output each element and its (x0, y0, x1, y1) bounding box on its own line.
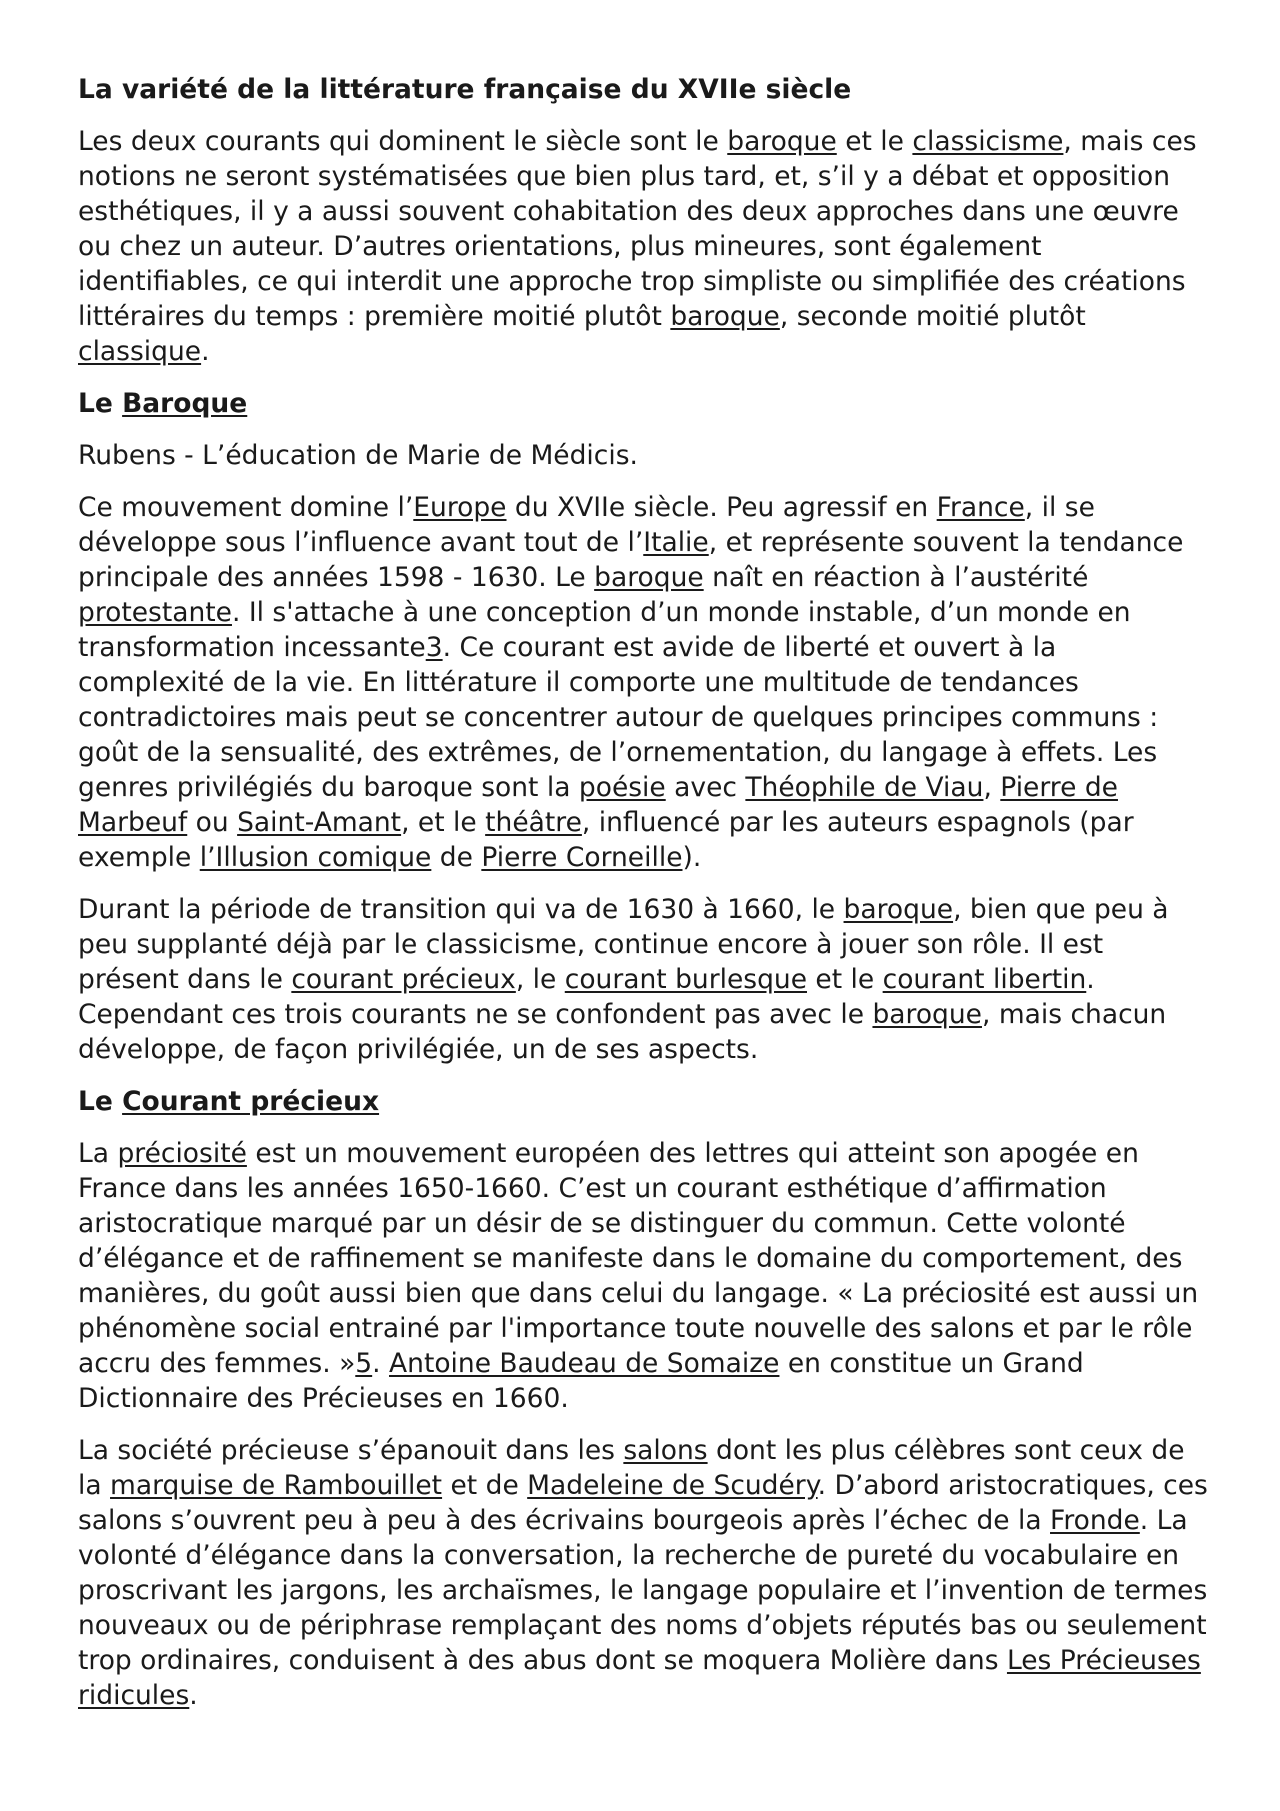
text: . (189, 1680, 198, 1711)
link-antoine-baudeau-de-somaize[interactable]: Antoine Baudeau de Somaize (389, 1348, 780, 1379)
baroque-paragraph-2 (78, 892, 1210, 1067)
text: et de (442, 1470, 528, 1501)
footnote-link-3[interactable]: 3 (425, 632, 443, 663)
text: La (78, 1138, 118, 1169)
link-fronde[interactable]: Fronde (1050, 1505, 1140, 1536)
document-title: La variété de la littérature française du XVIIe siècle (78, 74, 852, 105)
precieux-paragraph-1 (78, 1136, 1210, 1416)
text: , le (515, 964, 565, 995)
link-classicisme[interactable]: classicisme (912, 126, 1064, 157)
link-baroque[interactable]: baroque (727, 126, 837, 157)
text: La société précieuse s’épanouit dans les (78, 1435, 624, 1466)
baroque-paragraph-1 (78, 490, 1210, 875)
text: et le (836, 126, 913, 157)
text: , mais ces notions ne seront systématisées que bien plus tard, et, s’il y a débat et opposition esthétiques, il y a aussi souvent cohabitation des deux approches dans une œuvre ou chez un auteur. D’autres orientations, plus mineures, sont également identifiables, ce qui interdit une approche trop simpliste ou simplifiée des créations littéraires du temps : première moitié plutôt (78, 126, 1197, 332)
link-courant-libertin[interactable]: courant libertin (882, 964, 1087, 995)
link-protestante[interactable]: protestante (78, 597, 232, 628)
image-caption: Rubens - L’éducation de Marie de Médicis. (78, 440, 638, 471)
link-theatre[interactable]: théâtre (485, 807, 582, 838)
footnote-link-5[interactable]: 5 (355, 1348, 373, 1379)
text: , mais chacun développe, de façon privilégiée, un de ses aspects. (78, 999, 1167, 1065)
link-pierre-corneille[interactable]: Pierre Corneille (481, 842, 683, 873)
link-france[interactable]: France (936, 492, 1025, 523)
link-illusion-comique[interactable]: l’Illusion comique (199, 842, 432, 873)
link-baroque[interactable]: baroque (843, 894, 954, 925)
precieux-paragraph-2 (78, 1433, 1210, 1713)
intro-paragraph (78, 124, 1210, 369)
link-saint-amant[interactable]: Saint-Amant (237, 807, 402, 838)
heading-prefix: Le (78, 1086, 123, 1117)
text: Ce mouvement domine l’ (78, 492, 414, 523)
link-classique[interactable]: classique (78, 336, 202, 367)
text: . D’abord aristocratiques, ces salons s’ouvrent peu à peu à des écrivains bourgeois après l’échec de la (78, 1470, 1208, 1536)
text: Durant la période de transition qui va de 1630 à 1660, le (78, 894, 844, 925)
text: . La volonté d’élégance dans la conversation, la recherche de pureté du vocabulaire en proscrivant les jargons, les archaïsmes, le langage populaire et l’invention de termes nouveaux ou de périphrase remplaçant des noms d’objets réputés bas ou seulement trop ordinaires, conduisent à des abus dont se moquera Molière dans (78, 1505, 1208, 1676)
link-italie[interactable]: Italie (643, 527, 709, 558)
link-baroque-heading[interactable]: Baroque (122, 388, 248, 419)
text: , bien que peu à peu supplanté déjà par le classicisme, continue encore à jouer son rôle. Il est présent dans le (78, 894, 1169, 995)
link-courant-precieux-heading[interactable]: Courant précieux (122, 1086, 380, 1117)
text: est un mouvement européen des lettres qui atteint son apogée en France dans les années 1650-1660. C’est un courant esthétique d’affirmation aristocratique marqué par un désir de se distinguer du commun. Cette volonté d’élégance et de raffinement se manifeste dans le domaine du comportement, des manières, du goût aussi bien que dans celui du langage. « La préciosité est aussi un phénomène social entrainé par l'importance toute nouvelle des salons et par le rôle accru des femmes. » (78, 1138, 1199, 1379)
text: avec (665, 772, 746, 803)
link-baroque[interactable]: baroque (670, 301, 780, 332)
text: et le (807, 964, 883, 995)
text: dont les plus célèbres sont ceux de la (78, 1435, 1185, 1501)
text: de (431, 842, 482, 873)
text: , il se développe sous l’influence avant tout de l’ (78, 492, 1095, 558)
text: ou (187, 807, 238, 838)
text: , (983, 772, 1001, 803)
text: du XVIIe siècle. Peu agressif en (506, 492, 937, 523)
link-preciosite[interactable]: préciosité (117, 1138, 247, 1169)
link-poesie[interactable]: poésie (578, 772, 666, 803)
text: , et le (401, 807, 486, 838)
text: . Ce courant est avide de liberté et ouvert à la complexité de la vie. En littérature il comporte une multitude de tendances contradictoires mais peut se concentrer autour de quelques principes communs : goût de la sensualité, des extrêmes, de l’ornementation, du langage à effets. Les genres privilégiés du baroque sont la (78, 632, 1159, 803)
link-pierre-de-marbeuf[interactable]: Pierre de Marbeuf (78, 772, 1118, 838)
link-baroque[interactable]: baroque (594, 562, 704, 593)
link-madeleine-de-scudery[interactable]: Madeleine de Scudéry (527, 1470, 818, 1501)
link-salons[interactable]: salons (623, 1435, 708, 1466)
section-heading-precieux (78, 1084, 1210, 1119)
link-precieuses-ridicules[interactable]: Les Précieuses ridicules (78, 1645, 1201, 1711)
text: Les deux courants qui dominent le siècle sont le (78, 126, 728, 157)
link-courant-burlesque[interactable]: courant burlesque (564, 964, 807, 995)
section-heading-baroque (78, 386, 1210, 421)
text: . (201, 336, 210, 367)
link-europe[interactable]: Europe (413, 492, 507, 523)
text: , et représente souvent la tendance principale des années 1598 - 1630. Le (78, 527, 1184, 593)
text: , influencé par les auteurs espagnols (par exemple (78, 807, 1134, 873)
text: , seconde moitié plutôt (779, 301, 1086, 332)
text: naît en réaction à l’austérité (703, 562, 1089, 593)
text: . Cependant ces trois courants ne se confondent pas avec le (78, 964, 1095, 1030)
link-baroque[interactable]: baroque (872, 999, 982, 1030)
text: . Il s'attache à une conception d’un monde instable, d’un monde en transformation incessante (78, 597, 1131, 663)
link-courant-precieux[interactable]: courant précieux (291, 964, 516, 995)
link-theophile-de-viau[interactable]: Théophile de Viau (745, 772, 984, 803)
heading-prefix: Le (78, 388, 123, 419)
text: ). (682, 842, 702, 873)
text: . (372, 1348, 390, 1379)
link-marquise-de-rambouillet[interactable]: marquise de Rambouillet (110, 1470, 443, 1501)
text: en constitue un Grand Dictionnaire des Précieuses en 1660. (78, 1348, 1084, 1414)
